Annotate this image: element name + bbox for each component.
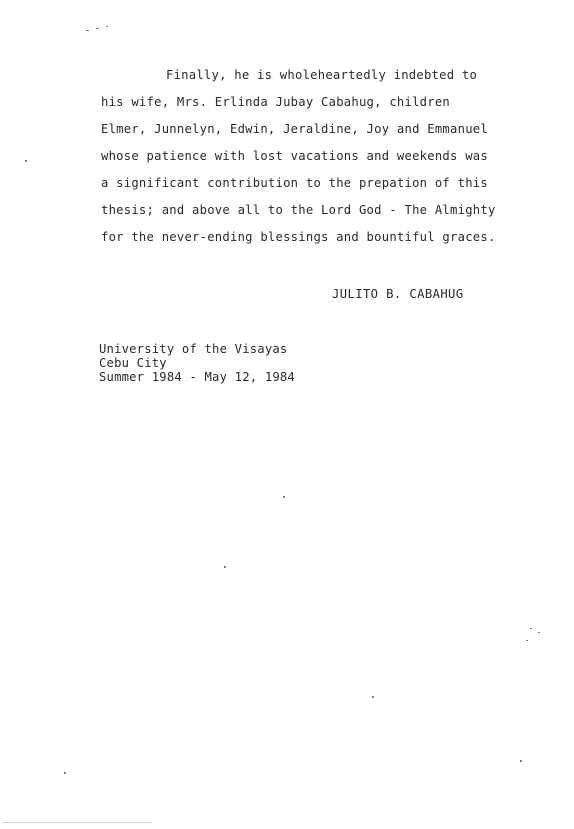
paragraph-line: his wife, Mrs. Erlinda Jubay Cabahug, children <box>101 95 451 109</box>
scan-speck <box>526 640 528 641</box>
author-signature-name: JULITO B. CABAHUG <box>332 287 464 301</box>
scan-speck <box>372 696 374 698</box>
scan-speck <box>96 28 99 29</box>
scan-speck <box>64 772 66 774</box>
paragraph-line: Elmer, Junnelyn, Edwin, Jeraldine, Joy and Emmanuel <box>101 122 488 136</box>
paragraph-line: whose patience with lost vacations and weekends was <box>101 149 488 163</box>
scan-speck <box>86 30 89 31</box>
place-line-university: University of the Visayas <box>99 342 288 356</box>
paragraph-line: thesis; and above all to the Lord God - The Almighty <box>101 203 496 217</box>
scan-speck <box>283 496 285 498</box>
paragraph-line: Finally, he is wholeheartedly indebted to <box>166 68 478 82</box>
place-line-city: Cebu City <box>99 356 167 370</box>
scan-speck <box>106 26 108 27</box>
paragraph-line: a significant contribution to the prepation of this <box>101 176 488 190</box>
place-line-date: Summer 1984 - May 12, 1984 <box>99 370 295 384</box>
scan-footer-line <box>2 822 152 823</box>
scan-speck <box>520 760 522 762</box>
scan-speck <box>224 566 226 568</box>
paragraph-line: for the never-ending blessings and bountiful graces. <box>101 230 496 244</box>
scan-speck <box>538 632 540 633</box>
scan-speck <box>25 160 27 162</box>
scan-speck <box>530 628 532 629</box>
